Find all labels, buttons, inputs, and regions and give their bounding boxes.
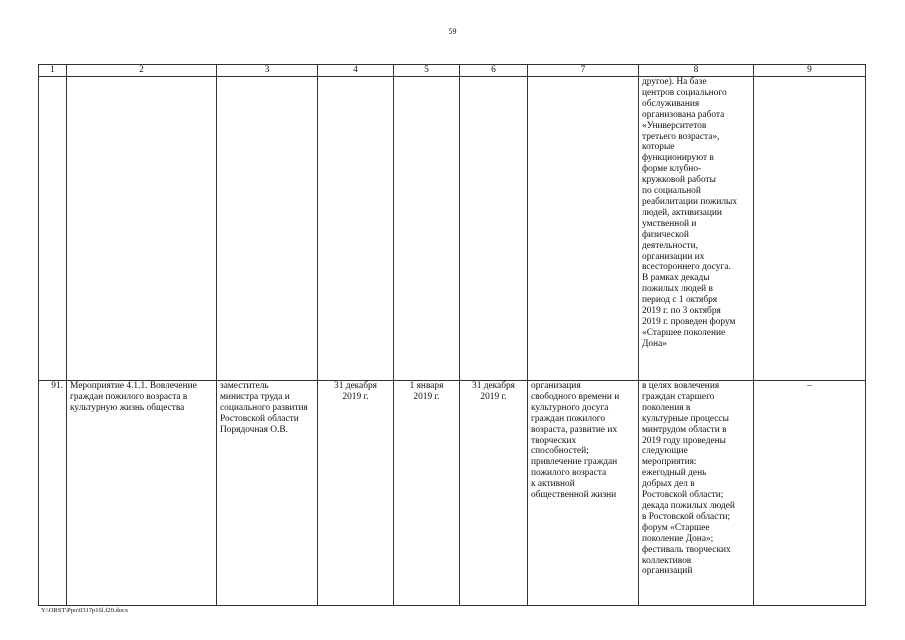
- text-line: деятельности,: [642, 240, 699, 251]
- text-line: организована работа: [642, 109, 725, 120]
- report-table: [38, 64, 866, 606]
- text-line: центров социального: [642, 87, 727, 98]
- text-line: общественной жизни: [531, 490, 617, 501]
- text-line: физической: [642, 229, 689, 240]
- text-line: реабилитации пожилых: [642, 196, 738, 207]
- planned-result: [528, 381, 639, 606]
- text-line: организаций: [642, 566, 693, 577]
- header-row: [39, 65, 866, 77]
- text-line: Ростовской области;: [642, 490, 724, 501]
- text-line: 31 декабря: [334, 381, 377, 391]
- text-line: обслуживания: [642, 98, 700, 109]
- planned-end-date: [318, 381, 394, 606]
- text-line: организации их: [642, 251, 705, 262]
- text-line: 2019 г. по 3 октября: [642, 306, 721, 317]
- text-line: к активной: [531, 479, 575, 490]
- text-line: период с 1 октября: [642, 295, 718, 306]
- cont-cell-4: [318, 77, 394, 381]
- text-line: декада пожилых людей: [642, 500, 735, 511]
- header-col-9: 9: [754, 65, 866, 77]
- text-line: граждан старшего: [642, 391, 715, 402]
- text-line: мероприятия:: [642, 457, 697, 468]
- text-line: в целях вовлечения: [642, 381, 720, 391]
- cont-cell-7: [528, 77, 639, 381]
- cont-actual-result: [639, 77, 754, 381]
- text-line: культурного досуга: [531, 402, 609, 413]
- text-line: всестороннего досуга.: [642, 262, 731, 273]
- header-col-5: 5: [394, 65, 460, 77]
- text-line: 2019 году проведены: [642, 435, 726, 446]
- cont-cell-5: [394, 77, 460, 381]
- text-line: министра труда и: [220, 391, 290, 402]
- text-line: функционируют в: [642, 153, 714, 164]
- text-line: 31 декабря: [472, 381, 515, 391]
- text-line: поколения в: [642, 402, 691, 413]
- continuation-row: [39, 77, 866, 381]
- actual-end-date: [460, 381, 528, 606]
- text-line: пожилого возраста: [531, 468, 607, 479]
- cont-cell-9: [754, 77, 866, 381]
- header-col-4: 4: [318, 65, 394, 77]
- text-line: в Ростовской области;: [642, 511, 731, 522]
- page-number: 59: [448, 27, 457, 36]
- text-line: 2019 г. проведен форум: [642, 316, 736, 327]
- header-col-6: 6: [460, 65, 528, 77]
- cont-cell-3: [217, 77, 318, 381]
- text-line: пожилых людей в: [642, 284, 713, 295]
- actual-result: [639, 381, 754, 606]
- text-line: Мероприятие 4.1.1. Вовлечение: [70, 381, 197, 391]
- text-line: другое). На базе: [642, 77, 707, 87]
- event-name: [67, 381, 217, 606]
- text-line: 1 января: [409, 381, 444, 391]
- text-line: форум «Старшее: [642, 522, 710, 533]
- text-line: кружковой работы: [642, 175, 716, 186]
- text-line: граждан пожилого: [531, 413, 606, 424]
- text-line: заместитель: [220, 381, 269, 391]
- text-line: организация: [531, 381, 581, 391]
- row-number: 91.: [39, 381, 67, 606]
- text-line: «Старшее поколение: [642, 327, 726, 338]
- header-col-2: 2: [67, 65, 217, 77]
- text-line: 2019 г.: [480, 391, 507, 402]
- text-line: минтрудом области в: [642, 424, 727, 435]
- text-line: 2019 г.: [342, 391, 369, 402]
- text-line: следующие: [642, 446, 688, 457]
- table-row: [39, 381, 866, 606]
- header-col-7: 7: [528, 65, 639, 77]
- cont-cell-1: [39, 77, 67, 381]
- text-line: Ростовской области: [220, 413, 299, 424]
- responsible-person: [217, 381, 318, 606]
- text-line: ежегодный день: [642, 468, 707, 479]
- text-line: В рамках декады: [642, 273, 710, 284]
- text-line: третьего возраста»,: [642, 131, 720, 142]
- text-line: привлечение граждан: [531, 457, 618, 468]
- text-line: «Университетов: [642, 120, 707, 131]
- deviation-reasons: –: [754, 381, 866, 606]
- header-col-3: 3: [217, 65, 318, 77]
- text-line: которые: [642, 142, 675, 153]
- text-line: коллективов: [642, 555, 692, 566]
- header-col-8: 8: [639, 65, 754, 77]
- cont-cell-2: [67, 77, 217, 381]
- text-line: Дона»: [642, 338, 667, 349]
- text-line: умственной и: [642, 218, 697, 229]
- text-line: свободного времени и: [531, 391, 620, 402]
- cont-cell-6: [460, 77, 528, 381]
- header-col-1: 1: [39, 65, 67, 77]
- text-line: 2019 г.: [413, 391, 440, 402]
- text-line: граждан пожилого возраста в: [70, 391, 188, 402]
- text-line: творческих: [531, 435, 577, 446]
- text-line: способностей;: [531, 446, 589, 457]
- text-line: культурные процессы: [642, 413, 729, 424]
- footer-file-path: Y:\ORST\Ppo\0317p16l.f20.docx: [41, 607, 129, 614]
- text-line: Порядочная О.В.: [220, 424, 288, 435]
- text-line: культурную жизнь общества: [70, 402, 185, 413]
- actual-start-date: [394, 381, 460, 606]
- text-line: по социальной: [642, 186, 701, 197]
- text-line: возраста, развитие их: [531, 424, 618, 435]
- text-line: форме клубно-: [642, 164, 702, 175]
- text-line: людей, активизации: [642, 207, 722, 218]
- text-line: добрых дел в: [642, 479, 695, 490]
- text-line: фестиваль творческих: [642, 544, 731, 555]
- text-line: поколение Дона»;: [642, 533, 714, 544]
- text-line: социального развития: [220, 402, 308, 413]
